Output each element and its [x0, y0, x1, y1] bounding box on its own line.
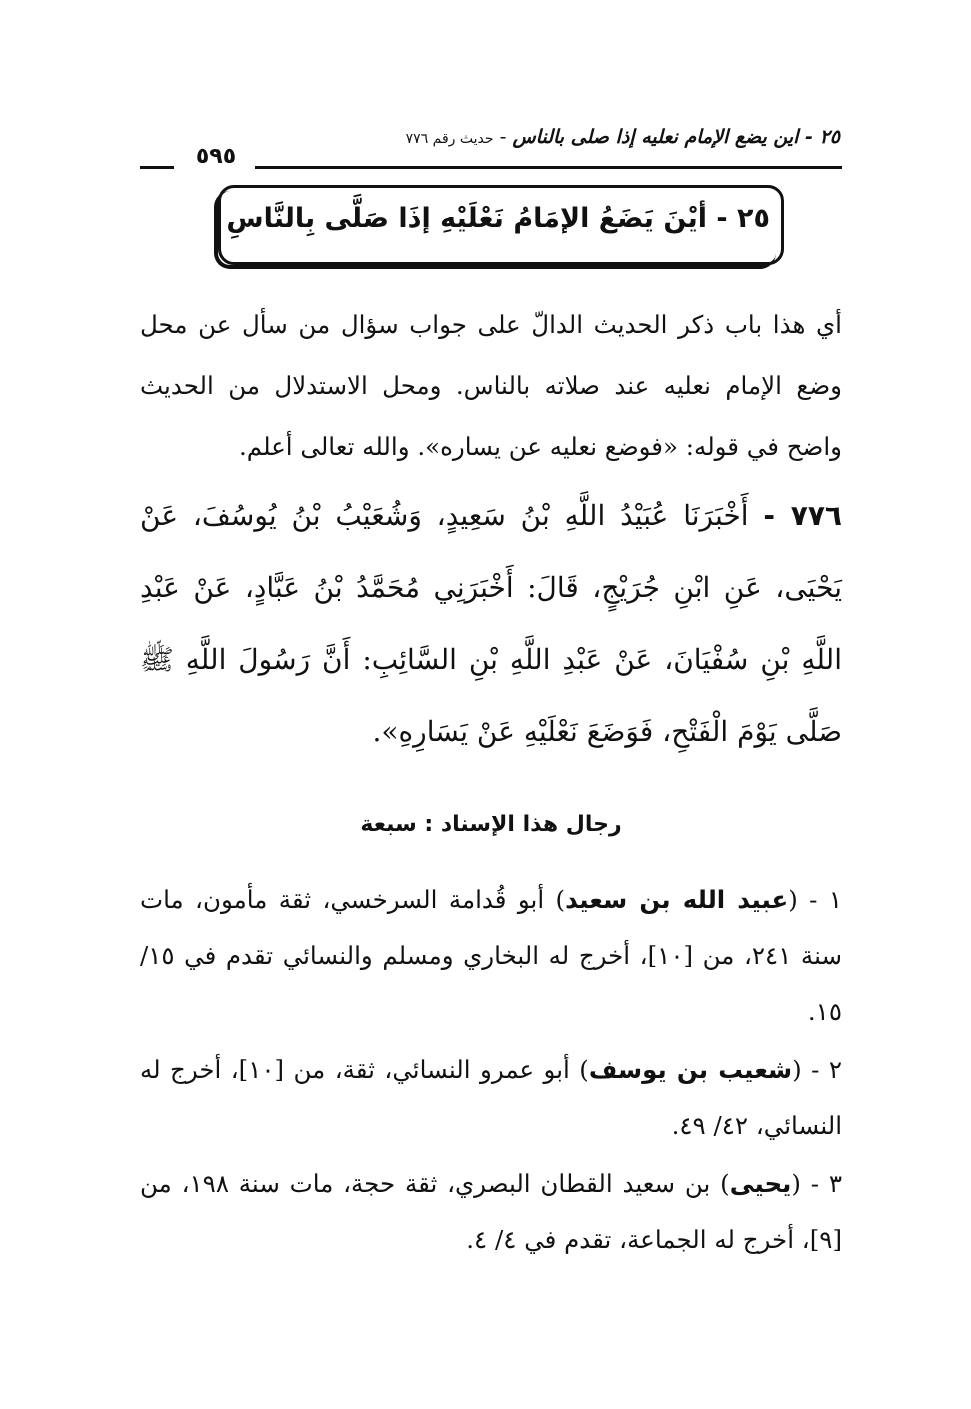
narrator-text: ) بن سعيد القطان البصري، ثقة حجة، مات سنة ١٩٨، من [٩]، أخرج له الجماعة، تقدم في ٤/ ٤.: [140, 1169, 842, 1254]
narrator-prefix: ٢ - (: [792, 1055, 842, 1084]
narrator-prefix: ١ - (: [788, 885, 843, 914]
narrator-text: ) أبو قُدامة السرخسي، ثقة مأمون، مات سنة ٢٤١، من [١٠]، أخرج له البخاري ومسلم والنسائي تقدم في ١٥/ ١٥.: [140, 885, 842, 1026]
hadith-text-block: [140, 480, 842, 768]
narrator-name: يحيى: [729, 1169, 792, 1198]
running-header-separator: -: [493, 126, 513, 148]
chapter-title-box: [218, 185, 784, 265]
narrator-name: شعيب بن يوسف: [588, 1055, 793, 1084]
running-header-chapter: ٢٥ - اين يضع الإمام نعليه إذا صلى بالناس: [512, 126, 840, 148]
narrator-entry: [140, 1156, 842, 1268]
running-header-hadith-ref: حديث رقم ٧٧٦: [405, 131, 494, 147]
narrator-entry: [140, 1042, 842, 1154]
page-number-dash: [140, 166, 174, 169]
section-heading: رجال هذا الإسناد : سبعة: [360, 812, 622, 837]
narrator-text: ) أبو عمرو النسائي، ثقة، من [١٠]، أخرج له النسائي، ٤٢/ ٤٩.: [140, 1055, 842, 1140]
hadith-number: ٧٧٦ -: [763, 499, 843, 532]
chapter-title: ٢٥ - أيْنَ يَضَعُ الإمَامُ نَعْلَيْهِ إذَا صَلَّى بِالنَّاسِ: [226, 203, 770, 234]
narrator-prefix: ٣ - (: [791, 1169, 843, 1198]
hadith-text: أَخْبَرَنَا عُبَيْدُ اللَّهِ بْنُ سَعِيدٍ، وَشُعَيْبُ بْنُ يُوسُفَ، عَنْ يَحْيَى، عَنِ ابْنِ جُرَيْجٍ، قَالَ: أَخْبَرَنِي مُحَمَّدُ بْنُ عَبَّادٍ، عَنْ عَبْدِ اللَّهِ بْنِ سُفْيَانَ، عَنْ عَبْدِ اللَّهِ بْنِ السَّائِبِ: أَنَّ رَسُولَ اللَّهِ ﷺ صَلَّى يَوْمَ الْفَتْحِ، فَوَضَعَ نَعْلَيْهِ عَنْ يَسَارِهِ».: [140, 499, 842, 748]
page-number: ٥٩٥: [195, 144, 237, 169]
narrator-name: عبيد الله بن سعيد: [565, 885, 789, 914]
narrator-entry: [140, 872, 842, 1040]
intro-paragraph: أي هذا باب ذكر الحديث الدالّ على جواب سؤال من سأل عن محل وضع الإمام نعليه عند صلاته بالناس. ومحل الاستدلال من الحديث واضح في قوله: «فوضع نعليه عن يساره». والله تعالى أعلم.: [140, 310, 842, 461]
header-rule: [255, 166, 842, 169]
